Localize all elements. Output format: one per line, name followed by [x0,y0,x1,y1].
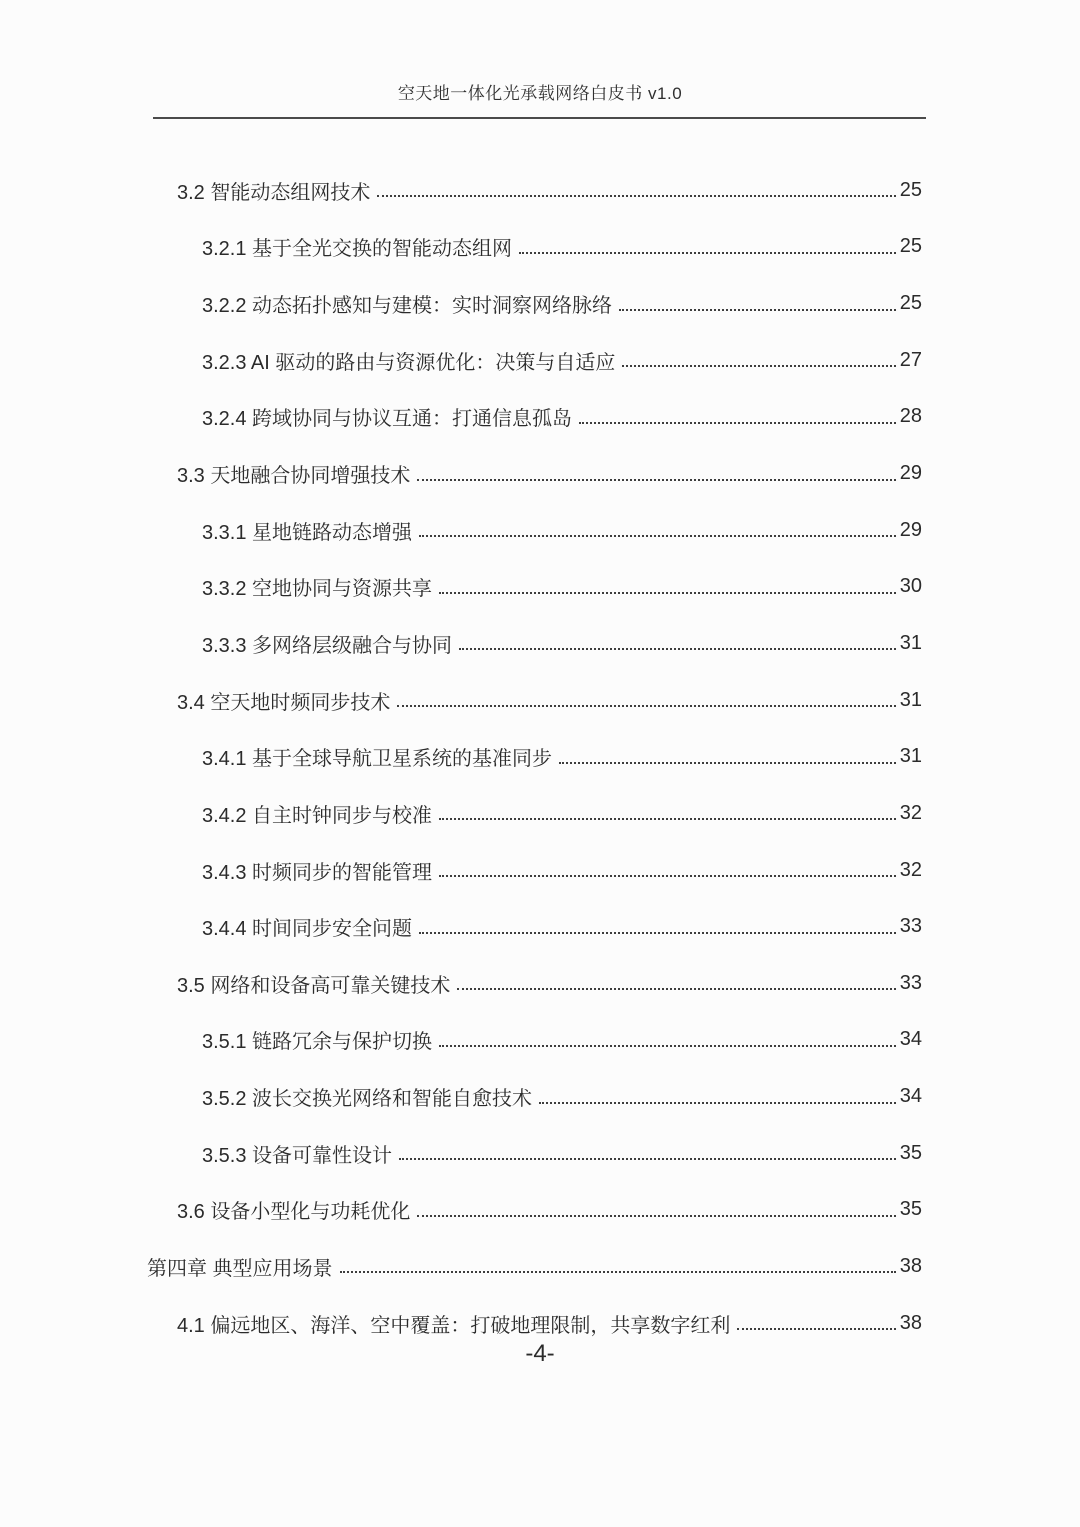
dot-leader [377,182,895,197]
toc-entry-label: 3.2.1 基于全光交换的智能动态组网 [202,238,513,261]
toc-entry-page: 35 [899,1198,922,1221]
toc-entry-page: 34 [899,1085,922,1108]
toc-entry-page: 27 [899,348,922,371]
toc-entry-page: 31 [899,631,922,654]
toc-entry-label: 3.5.3 设备可靠性设计 [202,1144,393,1167]
toc-entry-label: 3.4.4 时间同步安全问题 [202,918,413,941]
toc-entry-page: 32 [899,858,922,881]
header-divider [153,117,926,119]
dot-leader [579,409,896,424]
dot-leader [439,862,896,877]
dot-leader [340,1258,896,1273]
toc-entry-page: 31 [899,745,922,768]
toc-entry-label: 3.2.2 动态拓扑感知与建模：实时洞察网络脉络 [202,295,613,318]
toc-entry[interactable] [147,445,922,502]
toc-entry-label: 3.6 设备小型化与功耗优化 [177,1201,411,1224]
toc-entry-label: 3.5.1 链路冗余与保护切换 [202,1031,433,1054]
dot-leader [459,635,896,650]
dot-leader [519,239,896,254]
toc-entry-page: 38 [899,1311,922,1334]
toc-entry-label: 3.3.1 星地链路动态增强 [202,521,413,544]
dot-leader [619,296,896,311]
toc-entry-page: 32 [899,801,922,824]
toc-entry[interactable] [147,389,922,446]
dot-leader [439,805,896,820]
dot-leader [419,919,896,934]
toc-entry-page: 38 [899,1254,922,1277]
toc-entry[interactable] [147,672,922,729]
dot-leader [397,692,895,707]
toc-entry-label: 3.3 天地融合协同增强技术 [177,465,411,488]
toc-entry-label: 3.4 空天地时频同步技术 [177,691,391,714]
toc-entry-page: 29 [899,462,922,485]
toc-entry-label: 3.3.3 多网络层级融合与协同 [202,634,453,657]
toc-entry-page: 29 [899,518,922,541]
toc-entry[interactable] [147,502,922,559]
toc-entry-page: 33 [899,971,922,994]
dot-leader [417,1202,895,1217]
toc-entry-label: 3.4.1 基于全球导航卫星系统的基准同步 [202,748,553,771]
toc-entry[interactable] [147,898,922,955]
toc-entry-page: 31 [899,688,922,711]
toc-entry-label: 3.2.3 AI 驱动的路由与资源优化：决策与自适应 [202,351,616,374]
dot-leader [539,1089,896,1104]
toc-entry-label: 3.5.2 波长交换光网络和智能自愈技术 [202,1088,533,1111]
dot-leader [559,749,896,764]
toc-entry-page: 34 [899,1028,922,1051]
toc-entry[interactable] [147,1182,922,1239]
toc-entry-page: 33 [899,915,922,938]
dot-leader [439,579,896,594]
toc-entry-label: 3.4.3 时频同步的智能管理 [202,861,433,884]
page-number: -4- [525,1340,555,1367]
document-header-title: 空天地一体化光承载网络白皮书 v1.0 [397,84,683,103]
toc-entry[interactable] [147,558,922,615]
toc-entry-label: 3.5 网络和设备高可靠关键技术 [177,974,451,997]
dot-leader [439,1032,896,1047]
toc-entry-label: 3.3.2 空地协同与资源共享 [202,578,433,601]
toc-entry-label: 3.4.2 自主时钟同步与校准 [202,804,433,827]
dot-leader [737,1315,895,1330]
toc-entry[interactable] [147,1068,922,1125]
toc-entry[interactable] [147,615,922,672]
toc-entry-label: 3.2 智能动态组网技术 [177,181,371,204]
toc-entry[interactable] [147,785,922,842]
toc-entry-label: 4.1 偏远地区、海洋、空中覆盖：打破地理限制，共享数字红利 [177,1314,731,1337]
toc-entry[interactable] [147,219,922,276]
table-of-contents [147,162,922,1351]
dot-leader [457,975,895,990]
dot-leader [622,352,895,367]
toc-entry[interactable] [147,1012,922,1069]
dot-leader [399,1145,896,1160]
toc-entry-label: 第四章 典型应用场景 [147,1257,333,1280]
toc-entry[interactable] [147,162,922,219]
toc-entry-page: 25 [899,235,922,258]
dot-leader [419,522,896,537]
dot-leader [417,466,895,481]
toc-entry[interactable] [147,955,922,1012]
toc-entry[interactable] [147,728,922,785]
toc-entry[interactable] [147,1238,922,1295]
toc-entry[interactable] [147,1125,922,1182]
toc-entry-page: 30 [899,575,922,598]
toc-entry-label: 3.2.4 跨域协同与协议互通：打通信息孤岛 [202,408,573,431]
toc-entry-page: 28 [899,405,922,428]
toc-entry-page: 25 [899,292,922,315]
toc-entry[interactable] [147,842,922,899]
toc-entry-page: 35 [899,1141,922,1164]
toc-entry[interactable] [147,275,922,332]
toc-entry-page: 25 [899,178,922,201]
toc-entry[interactable] [147,332,922,389]
